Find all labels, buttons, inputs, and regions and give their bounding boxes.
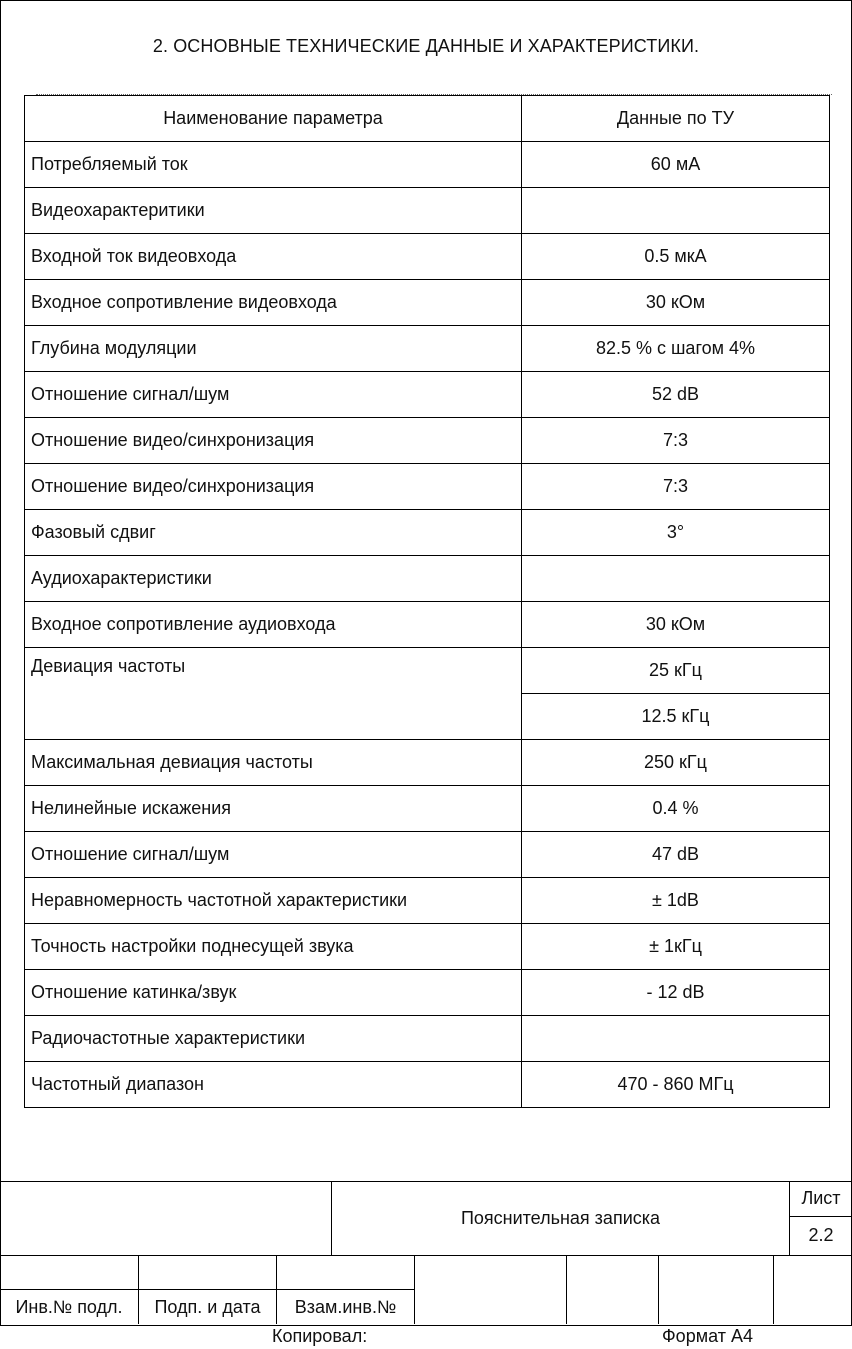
value-cell: 250 кГц (522, 740, 830, 786)
copied-label: Копировал: (272, 1326, 368, 1346)
param-cell: Отношение сигнал/шум (25, 372, 522, 418)
param-cell: Частотный диапазон (25, 1062, 522, 1108)
signature-col-divider (658, 1255, 659, 1324)
value-cell: 3° (522, 510, 830, 556)
table-row (25, 372, 830, 418)
param-cell: Нелинейные искажения (25, 786, 522, 832)
param-cell: Точность настройки поднесущей звука (25, 924, 522, 970)
value-cell: ± 1dB (522, 878, 830, 924)
section-title: 2. ОСНОВНЫЕ ТЕХНИЧЕСКИЕ ДАННЫЕ И ХАРАКТЕРИСТИКИ. (152, 36, 700, 56)
value-cell (522, 1016, 830, 1062)
table-row (25, 556, 830, 602)
param-cell: Глубина модуляции (25, 326, 522, 372)
table-row (25, 234, 830, 280)
table-row (25, 1062, 830, 1108)
inv-number-label: Инв.№ подл. (15, 1297, 123, 1317)
value-cell: 25 кГц (522, 648, 830, 694)
param-cell: Входное сопротивление видеовхода (25, 280, 522, 326)
table-row (25, 188, 830, 234)
sheet-number: 2.2 (808, 1225, 834, 1245)
param-cell: Отношение катинка/звук (25, 970, 522, 1016)
document-name: Пояснительная записка (460, 1208, 661, 1228)
value-cell: 60 мА (522, 142, 830, 188)
value-cell: 52 dB (522, 372, 830, 418)
table-row (25, 510, 830, 556)
param-cell: Входное сопротивление аудиовхода (25, 602, 522, 648)
signature-col-divider (566, 1255, 567, 1324)
value-cell: ± 1кГц (522, 924, 830, 970)
header-param: Наименование параметра (25, 96, 522, 142)
value-cell: 7:3 (522, 464, 830, 510)
signature-col-divider (773, 1255, 774, 1324)
value-cell: - 12 dB (522, 970, 830, 1016)
param-cell: Отношение видео/синхронизация (25, 418, 522, 464)
sheet-label: Лист (801, 1188, 841, 1208)
param-cell: Неравномерность частотной характеристики (25, 878, 522, 924)
table-row (25, 464, 830, 510)
format-label: Формат А4 (662, 1326, 753, 1346)
sheet-cell-split (789, 1216, 852, 1217)
value-cell: 470 - 860 МГц (522, 1062, 830, 1108)
param-cell: Видеохарактеритики (25, 188, 522, 234)
value-cell (522, 188, 830, 234)
replace-inv-label: Взам.инв.№ (294, 1297, 397, 1317)
table-row (25, 786, 830, 832)
param-cell: Отношение сигнал/шум (25, 832, 522, 878)
value-cell: 0.5 мкА (522, 234, 830, 280)
value-cell: 0.4 % (522, 786, 830, 832)
table-row (25, 924, 830, 970)
value-cell: 47 dB (522, 832, 830, 878)
table-row (25, 418, 830, 464)
value-cell (522, 556, 830, 602)
table-header-row (25, 96, 830, 142)
header-value: Данные по ТУ (522, 96, 830, 142)
table-row (25, 142, 830, 188)
param-cell: Фазовый сдвиг (25, 510, 522, 556)
value-cell: 7:3 (522, 418, 830, 464)
param-cell: Аудиохарактеристики (25, 556, 522, 602)
value-cell: 30 кОм (522, 280, 830, 326)
signature-row-line (0, 1289, 414, 1290)
spec-table (24, 95, 830, 1108)
value-cell: 82.5 % с шагом 4% (522, 326, 830, 372)
param-cell: Входной ток видеовхода (25, 234, 522, 280)
param-cell: Максимальная девиация частоты (25, 740, 522, 786)
table-row (25, 1016, 830, 1062)
param-cell: Радиочастотные характеристики (25, 1016, 522, 1062)
signature-col-divider (414, 1255, 415, 1324)
value-cell: 30 кОм (522, 602, 830, 648)
table-row (25, 326, 830, 372)
param-cell: Девиация частоты (25, 648, 522, 740)
table-row (25, 280, 830, 326)
param-cell: Отношение видео/синхронизация (25, 464, 522, 510)
table-row (25, 832, 830, 878)
table-row (25, 648, 830, 694)
table-row (25, 602, 830, 648)
sign-date-label: Подп. и дата (154, 1297, 261, 1317)
value-cell-secondary: 12.5 кГц (522, 694, 830, 740)
title-block-top-line (0, 1181, 852, 1182)
param-cell: Потребляемый ток (25, 142, 522, 188)
title-block-mid-line (0, 1255, 852, 1256)
table-row (25, 970, 830, 1016)
table-row (25, 878, 830, 924)
table-row (25, 740, 830, 786)
